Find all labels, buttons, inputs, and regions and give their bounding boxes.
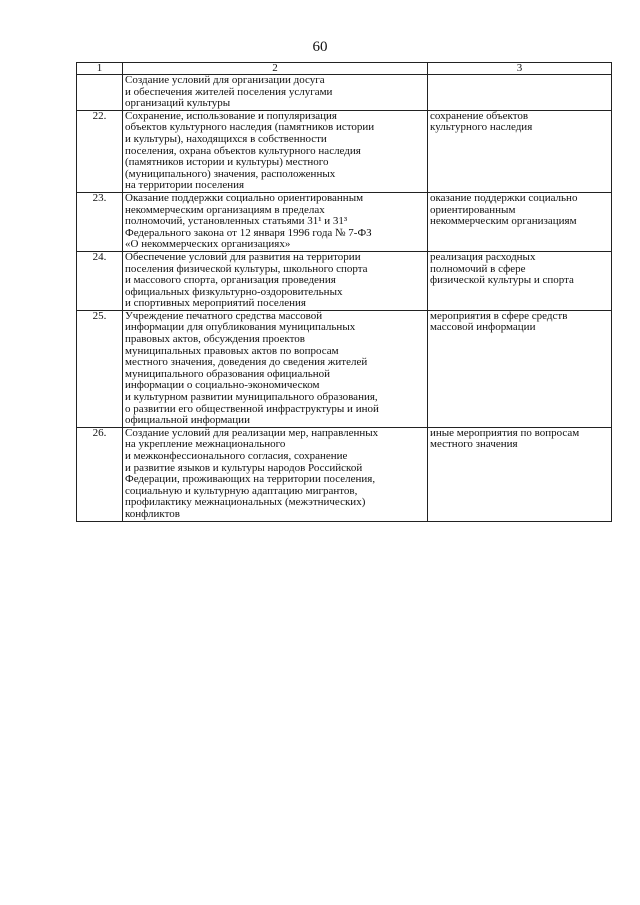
table-row bbox=[77, 251, 612, 310]
text-line: Сохранение, использование и популяризация bbox=[125, 109, 337, 122]
table-row bbox=[77, 310, 612, 427]
text-line: ориентированным bbox=[430, 203, 516, 216]
text-line: конфликтов bbox=[125, 507, 180, 520]
table-header-row bbox=[77, 63, 612, 75]
text-line: культурного наследия bbox=[430, 121, 533, 134]
text-line: и межконфессионального согласия, сохранение bbox=[125, 450, 348, 462]
text-line: Учреждение печатного средства массовой bbox=[125, 309, 323, 322]
text-line: «О некоммерческих организациях» bbox=[125, 238, 291, 251]
text-line: и обеспечения жителей поселения услугами bbox=[125, 85, 333, 98]
text-line: и культурном развитии муниципального образования, bbox=[125, 391, 378, 404]
activity-cell bbox=[428, 192, 612, 251]
text-line: мероприятия в сфере средств bbox=[430, 309, 568, 322]
text-line: Оказание поддержки социально ориентированным bbox=[125, 191, 364, 204]
text-line: социальную и культурную адаптацию мигрантов, bbox=[125, 484, 358, 497]
text-line: организаций культуры bbox=[125, 97, 231, 110]
activity-cell bbox=[428, 75, 612, 111]
issue-description-cell bbox=[123, 75, 428, 111]
text-line: (муниципального) значения, расположенных bbox=[125, 167, 336, 180]
activity-cell bbox=[428, 427, 612, 521]
text-line: муниципального образования официальной bbox=[125, 367, 331, 380]
text-line: (памятников истории и культуры) местного bbox=[125, 156, 329, 169]
text-line: и культуры), находящихся в собственности bbox=[125, 132, 327, 145]
text-line: массовой информации bbox=[430, 321, 536, 334]
issue-description-cell bbox=[123, 427, 428, 521]
row-number: 23. bbox=[77, 192, 123, 251]
text-line: профилактику межнациональных (межэтнических) bbox=[125, 496, 366, 509]
text-line: некоммерческим организациям bbox=[430, 215, 577, 228]
text-line: полномочий, установленных статьями 31¹ и 31³ bbox=[125, 215, 348, 228]
text-line: объектов культурного наследия (памятников истории bbox=[125, 121, 375, 134]
activity-cell bbox=[428, 310, 612, 427]
text-line: и развитие языков и культуры народов Российской bbox=[125, 461, 363, 474]
text-line: местного значения, доведения до сведения жителей bbox=[125, 356, 368, 369]
text-line: оказание поддержки социально bbox=[430, 191, 578, 204]
text-line: сохранение объектов bbox=[430, 109, 529, 122]
header-col-2: 2 bbox=[123, 63, 428, 75]
table-row bbox=[77, 427, 612, 521]
text-line: физической культуры и спорта bbox=[430, 274, 574, 287]
header-col-1: 1 bbox=[77, 63, 123, 75]
row-number: 26. bbox=[77, 427, 123, 521]
text-line: муниципальных правовых актов по вопросам bbox=[125, 344, 339, 357]
text-line: Обеспечение условий для развития на территории bbox=[125, 250, 361, 263]
text-line: информации о социально-экономическом bbox=[125, 379, 320, 392]
issue-description-cell bbox=[123, 110, 428, 192]
table-row bbox=[77, 110, 612, 192]
text-line: полномочий в сфере bbox=[430, 262, 526, 275]
text-line: поселения физической культуры, школьного спорта bbox=[125, 262, 368, 275]
text-line: информации для опубликования муниципальных bbox=[125, 321, 356, 334]
row-number: 25. bbox=[77, 310, 123, 427]
text-line: и спортивных мероприятий поселения bbox=[125, 297, 306, 310]
text-line: местного значения bbox=[430, 438, 518, 451]
text-line: Создание условий для организации досуга bbox=[125, 74, 325, 86]
issue-description-cell bbox=[123, 192, 428, 251]
activity-cell bbox=[428, 110, 612, 192]
issue-description-cell bbox=[123, 251, 428, 310]
text-line: Создание условий для реализации мер, направленных bbox=[125, 426, 379, 439]
document-table bbox=[76, 62, 612, 522]
text-line: правовых актов, обсуждения проектов bbox=[125, 333, 305, 346]
text-line: официальных физкультурно-оздоровительных bbox=[125, 285, 343, 298]
row-number: 22. bbox=[77, 110, 123, 192]
text-line: Федерального закона от 12 января 1996 года № 7-ФЗ bbox=[125, 226, 372, 239]
text-line: иные мероприятия по вопросам bbox=[430, 426, 580, 439]
row-number: 24. bbox=[77, 251, 123, 310]
table-row bbox=[77, 75, 612, 111]
row-number bbox=[77, 75, 123, 111]
text-line: некоммерческим организациям в пределах bbox=[125, 203, 325, 216]
text-line: официальной информации bbox=[125, 414, 250, 427]
text-line: на территории поселения bbox=[125, 179, 245, 192]
text-line: поселения, охрана объектов культурного наследия bbox=[125, 144, 361, 157]
header-col-3: 3 bbox=[428, 63, 612, 75]
text-line: реализация расходных bbox=[430, 250, 536, 263]
text-line: на укрепление межнационального bbox=[125, 438, 286, 451]
issue-description-cell bbox=[123, 310, 428, 427]
page-number: 60 bbox=[312, 39, 328, 55]
text-line: и массового спорта, организация проведения bbox=[125, 274, 336, 287]
table-row bbox=[77, 192, 612, 251]
text-line: о развитии его общественной инфраструктуры и иной bbox=[125, 402, 379, 415]
activity-cell bbox=[428, 251, 612, 310]
text-line: Федерации, проживающих на территории поселения, bbox=[125, 473, 376, 486]
